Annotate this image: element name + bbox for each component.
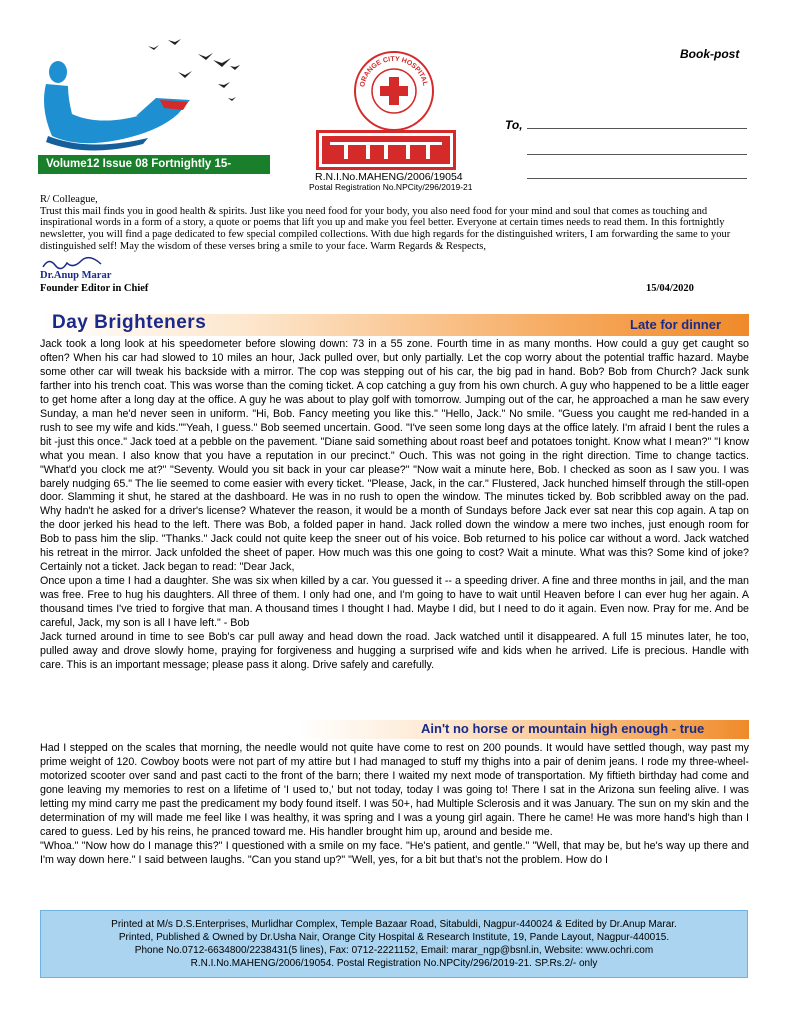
address-line (527, 178, 747, 179)
rni-number: R.N.I.No.MAHENG/2006/19054 (315, 171, 463, 183)
story2-title: Ain't no horse or mountain high enough - true (421, 721, 705, 736)
bird-icon (218, 82, 230, 88)
imprint-footer (40, 910, 748, 978)
bird-icon (213, 58, 231, 67)
bird-icon (228, 97, 236, 101)
bird-icon (230, 65, 240, 70)
footer-line: R.N.I.No.MAHENG/2006/19054. Postal Registration No.NPCity/296/2019-21. SP.Rs.2/- only (190, 958, 598, 969)
editor-letter (40, 194, 752, 253)
story1-title: Late for dinner (630, 317, 722, 332)
editor-title: Founder Editor in Chief (40, 283, 149, 294)
figure-head (49, 61, 67, 83)
svg-text:ORANGE CITY HOSPITAL: ORANGE CITY HOSPITAL (359, 55, 429, 88)
section-title: Day Brighteners (52, 312, 207, 333)
letter-salutation: R/ Colleague, (40, 194, 98, 205)
postal-registration: Postal Registration No.NPCity/296/2019-21 (309, 182, 473, 192)
letter-date: 15/04/2020 (646, 283, 694, 294)
bird-icon (148, 45, 159, 50)
newsletter-title-jaivik (316, 130, 456, 170)
footer-line: Printed at M/s D.S.Enterprises, Murlidhar Complex, Temple Bazaar Road, Sitabuldi, Nagpur-440024 & Edited by Dr.Anup Marar. (111, 919, 677, 930)
address-line (527, 154, 747, 155)
story1-paragraph: Jack turned around in time to see Bob's car pull away and head down the road. Jack watched until it disappeared. A full 15 minutes later, he too, pulled away and drove slowly home, praying for forgiveness and hugging a surprised wife and kids when he arrived. Life is precious. Handle with care. This is an important message; please pass it along. Drive safely and carefully. (40, 631, 749, 671)
bird-icon (168, 39, 181, 45)
editor-name: Dr.Anup Marar (40, 270, 112, 281)
story2-paragraph: Had I stepped on the scales that morning, the needle would not quite have come to rest on 200 pounds. It would have settled though, way past my prime weight of 120. Cowboy boots were not part of my attire but I had managed to stuff my thighs into a pair of denim jeans. I rode my three-wheel-motorized scooter over sand and past cacti to the front of the barn; there I waited my next mode of transportation. My fiftieth birthday had come and gone leaving my memories to rest on a lifetime of 'I used to,' but not today, today I was going to! There I sat in the Arizona sun feeling alive. I was letting my mind carry me past the predicament my body found itself. I was 50+, had Multiple Sclerosis and it was January. The sun on my skin and the determination of my will made me feel like I was healthy, it was spring and I was a young girl again. There he came! He was more hand's high than I cared to guess. Led by his reins, he pranced toward me. His handler brought him up, around and beside me. (40, 742, 749, 838)
address-line (527, 128, 747, 129)
footer-line: Printed, Published & Owned by Dr.Usha Nair, Orange City Hospital & Research Institute, 19, Pande Layout, Nagpur-440015. (118, 932, 670, 943)
story1-body (40, 338, 749, 673)
book-post-label: Book-post (680, 47, 740, 61)
story1-paragraph: Once upon a time I had a daughter. She was six when killed by a car. You guessed it -- a speeding driver. A fine and three months in jail, and the man was free. Free to hug his daughters. All three of them. I only had one, and I'm going to have to wait until Heaven before I can ever hug her again. A thousand times I've tried to forgive that man. A thousand times I thought I had. Maybe I did, but I need to do it again. Even now. Pray for me. And be careful, Jack, my son is all I have left." - Bob (40, 575, 749, 630)
letter-body: Trust this mail finds you in good health & spirits. Just like you need food for your body, you also need food for your mind and soul that comes as touching and inspirational words in a form of a story, a quote or poems that lift you up and make you feel better. Everyone at certain times needs to read them. In this fortnightly newsletter, you will find a page dedicated to few special compiled collections. With due high regards for the distinguished writers, I am forwarding the same to your distinguished self! May the wisdom of these verses bring a smile to your face. Warm Regards & Respects, (40, 205, 731, 252)
story2-body (40, 742, 749, 868)
signature (41, 255, 103, 271)
hospital-seal-logo (353, 50, 435, 132)
to-label: To, (505, 118, 523, 132)
bird-icon (178, 71, 192, 78)
masthead-logo-birds (28, 28, 278, 158)
bird-icon (198, 53, 213, 60)
story2-paragraph: "Whoa." "Now how do I manage this?" I questioned with a smile on my face. "He's patient, and gentle." "Well, that may be, but he's way up there and I'm way down here." I said between laughs. "Can you stand up?" "Well, yes, for a bit but that's not the problem. How do I (40, 839, 749, 866)
footer-line: Phone No.0712-6634800/2238431(5 lines), Fax: 0712-2221152, Email: marar_ngp@bsnl.in, Website: www.ochri.com (134, 945, 654, 956)
story1-paragraph: Jack took a long look at his speedometer before slowing down: 73 in a 55 zone. Fourth time in as many months. How could a guy get caught so often? When his car had slowed to 10 miles an hour, Jack pulled over, but only partially. Let the cop worry about the potential traffic hazard. Maybe some other car will tweak his backside with a mirror. The cop was stepping out of his car, the big pad in hand. Bob? Bob from Church? Jack sunk farther into his trench coat. This was worse than the coming ticket. A cop catching a guy from his own church. A guy who happened to be a little eager to get home after a long day at the office. A guy he was about to play golf with tomorrow. Jumping out of the car, he approached a man he saw every Sunday, a man he'd never seen in uniform. "Hi, Bob. Fancy meeting you like this." "Hello, Jack." No smile. "Guess you caught me red-handed in a rush to see my wife and kids.""Yeah, I guess." Bob seemed uncertain. Good. "I've seen some long days at the office lately. I'm afraid I bent the rules a bit -just this once." Jack toed at a pebble on the pavement. "Diane said something about roast beef and potatoes tonight. Know what I mean?" "I know what you mean. I also know that you have a reputation in our precinct." Ouch. This was not going in the right direction. Time to change tactics. "What'd you clock me at?" "Seventy. Would you sit back in your car please?" "Now wait a minute here, Bob. I checked as soon as I saw you. I was barely nudging 65." The lie seemed to come easier with every ticket. "Please, Jack, in the car." Flustered, Jack hunched himself through the still-open door. Slamming it shut, he stared at the dashboard. He was in no rush to open the window. The minutes ticked by. Bob scribbled away on the pad. Why hadn't he asked for a driver's license? Whatever the reason, it would be a month of Sundays before Jack ever sat near this cop again. A tap on the door jerked his head to the left. There was Bob, a folded paper in hand. Jack rolled down the window a mere two inches, just enough room for Bob to pass him the slip. "Thanks." Jack could not quite keep the sneer out of his voice. Bob returned to his police car without a word. Jack watched his retreat in the mirror. Jack unfolded the sheet of paper. How much was this one going to cost? Wait a minute. What was this? Some kind of joke? Certainly not a ticket. Jack began to read: "Dear Jack, (40, 338, 749, 574)
volume-badge: Volume12 Issue 08 Fortnightly 15-30/04/2020 (38, 155, 270, 174)
